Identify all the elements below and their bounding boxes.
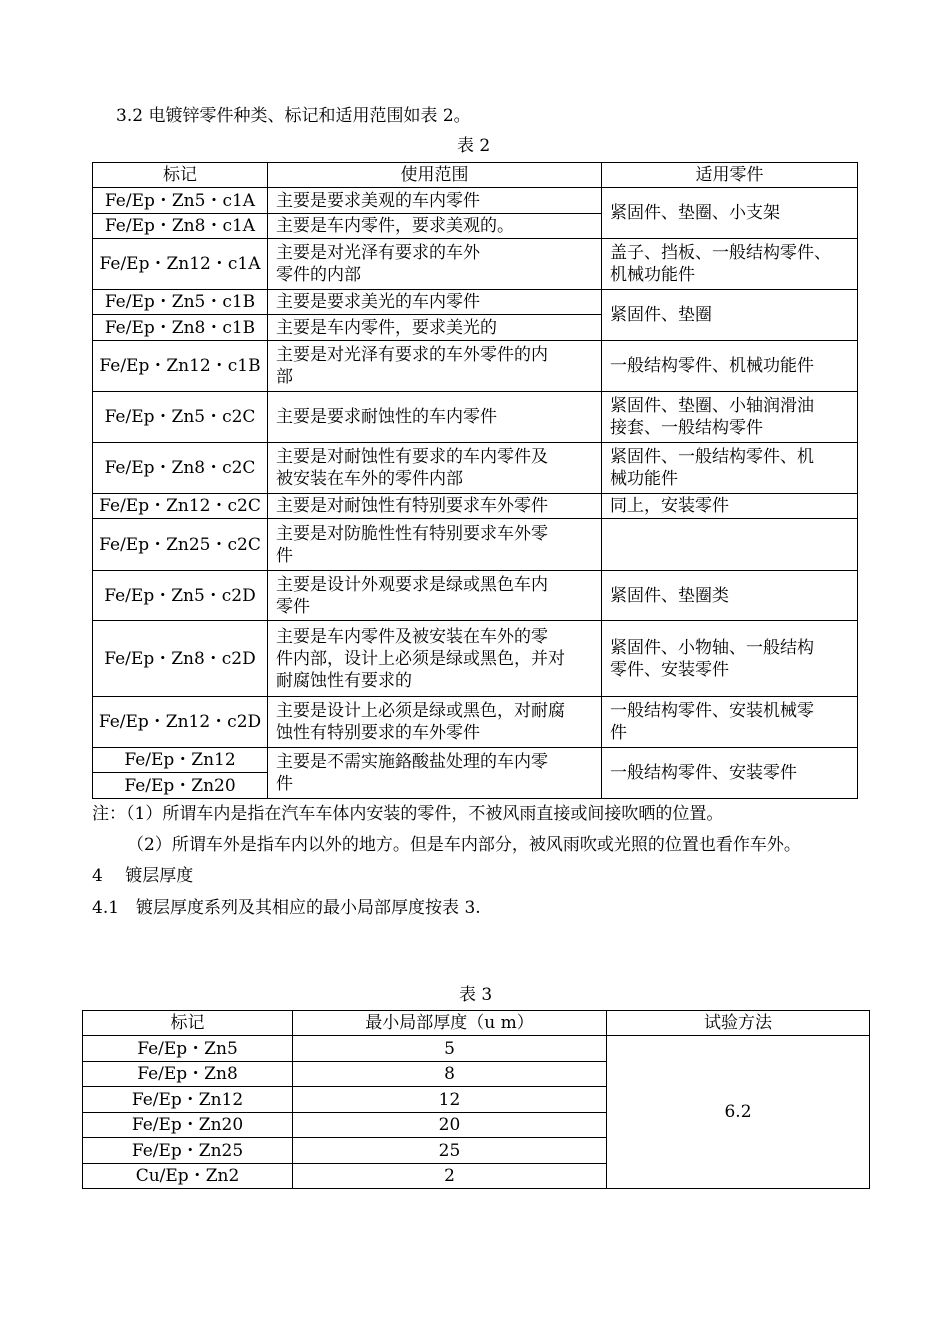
parts-cell: 一般结构零件、机械功能件 bbox=[602, 341, 858, 392]
mark-cell: Fe/Ep・Zn5 bbox=[83, 1036, 293, 1062]
section-heading-3-2: 3.2 电镀锌零件种类、标记和适用范围如表 2。 bbox=[116, 106, 471, 126]
mark-cell: Fe/Ep・Zn20 bbox=[83, 1113, 293, 1138]
mark-cell: Fe/Ep・Zn5・c1A bbox=[93, 188, 268, 214]
thickness-cell: 8 bbox=[293, 1062, 607, 1087]
table2-caption: 表 2 bbox=[457, 136, 491, 156]
table-row bbox=[93, 290, 858, 315]
table-row bbox=[93, 621, 858, 697]
mark-cell: Fe/Ep・Zn12 bbox=[83, 1087, 293, 1113]
table-row bbox=[93, 494, 858, 519]
parts-cell: 同上，安装零件 bbox=[602, 494, 858, 519]
note-2: （2）所谓车外是指车内以外的地方。但是车内部分，被风雨吹或光照的位置也看作车外。 bbox=[127, 835, 801, 855]
parts-cell: 紧固件、小物轴、一般结构 零件、安装零件 bbox=[602, 621, 858, 697]
mark-cell: Fe/Ep・Zn12・c2D bbox=[93, 697, 268, 748]
mark-cell: Fe/Ep・Zn5・c2C bbox=[93, 392, 268, 443]
parts-cell: 紧固件、垫圈、小支架 bbox=[602, 188, 858, 239]
table-row bbox=[93, 392, 858, 443]
parts-cell: 盖子、挡板、一般结构零件、 机械功能件 bbox=[602, 239, 858, 290]
mark-cell: Fe/Ep・Zn25・c2C bbox=[93, 519, 268, 571]
thickness-cell: 5 bbox=[293, 1036, 607, 1062]
parts-cell: 紧固件、垫圈类 bbox=[602, 571, 858, 621]
scope-cell: 主要是车内零件及被安装在车外的零 件内部，设计上必须是绿或黑色，并对 耐腐蚀性有要求的 bbox=[268, 621, 602, 697]
scope-cell: 主要是要求耐蚀性的车内零件 bbox=[268, 392, 602, 443]
note-1: 注：（1）所谓车内是指在汽车车体内安装的零件，不被风雨直接或间接吹晒的位置。 bbox=[92, 804, 724, 824]
mark-cell: Fe/Ep・Zn8 bbox=[83, 1062, 293, 1087]
table2-header-parts: 适用零件 bbox=[602, 163, 858, 188]
table2-header-mark: 标记 bbox=[93, 163, 268, 188]
table3-header-row bbox=[83, 1011, 870, 1036]
scope-cell: 主要是要求美观的车内零件 bbox=[268, 188, 602, 214]
table-row bbox=[93, 188, 858, 214]
mark-cell: Fe/Ep・Zn8・c2D bbox=[93, 621, 268, 697]
mark-cell: Fe/Ep・Zn12 bbox=[93, 748, 268, 773]
table-row bbox=[93, 748, 858, 773]
parts-cell: 紧固件、垫圈 bbox=[602, 290, 858, 341]
parts-cell: 紧固件、一般结构零件、机 械功能件 bbox=[602, 443, 858, 494]
table-row bbox=[93, 519, 858, 571]
scope-cell: 主要是设计上必须是绿或黑色，对耐腐 蚀性有特别要求的车外零件 bbox=[268, 697, 602, 748]
scope-cell: 主要是对耐蚀性有特别要求车外零件 bbox=[268, 494, 602, 519]
thickness-cell: 25 bbox=[293, 1138, 607, 1164]
scope-cell: 主要是对光泽有要求的车外零件的内 部 bbox=[268, 341, 602, 392]
scope-cell: 主要是对耐蚀性有要求的车内零件及 被安装在车外的零件内部 bbox=[268, 443, 602, 494]
scope-cell: 主要是车内零件，要求美光的 bbox=[268, 315, 602, 341]
table-row bbox=[93, 239, 858, 290]
thickness-cell: 20 bbox=[293, 1113, 607, 1138]
thickness-cell: 12 bbox=[293, 1087, 607, 1113]
scope-cell: 主要是不需实施鉻酸盐处理的车内零 件 bbox=[268, 748, 602, 799]
mark-cell: Fe/Ep・Zn5・c1B bbox=[93, 290, 268, 315]
scope-cell: 主要是设计外观要求是绿或黑色车内 零件 bbox=[268, 571, 602, 621]
parts-cell: 一般结构零件、安装机械零 件 bbox=[602, 697, 858, 748]
table3 bbox=[82, 1010, 870, 1189]
table2-header-row bbox=[93, 163, 858, 188]
table3-header-mark: 标记 bbox=[83, 1011, 293, 1036]
table-row bbox=[93, 341, 858, 392]
section-heading-4: 4 镀层厚度 bbox=[92, 866, 194, 886]
scope-cell: 主要是对光泽有要求的车外 零件的内部 bbox=[268, 239, 602, 290]
mark-cell: Cu/Ep・Zn2 bbox=[83, 1164, 293, 1189]
mark-cell: Fe/Ep・Zn25 bbox=[83, 1138, 293, 1164]
scope-cell: 主要是要求美光的车内零件 bbox=[268, 290, 602, 315]
parts-cell bbox=[602, 519, 858, 571]
table3-header-thickness: 最小局部厚度（u m） bbox=[293, 1011, 607, 1036]
mark-cell: Fe/Ep・Zn8・c2C bbox=[93, 443, 268, 494]
table2-header-scope: 使用范围 bbox=[268, 163, 602, 188]
thickness-cell: 2 bbox=[293, 1164, 607, 1189]
table-row bbox=[93, 697, 858, 748]
mark-cell: Fe/Ep・Zn8・c1B bbox=[93, 315, 268, 341]
table3-caption: 表 3 bbox=[459, 985, 493, 1005]
parts-cell: 一般结构零件、安装零件 bbox=[602, 748, 858, 799]
mark-cell: Fe/Ep・Zn12・c1A bbox=[93, 239, 268, 290]
mark-cell: Fe/Ep・Zn12・c2C bbox=[93, 494, 268, 519]
parts-cell: 紧固件、垫圈、小轴润滑油 接套、一般结构零件 bbox=[602, 392, 858, 443]
mark-cell: Fe/Ep・Zn12・c1B bbox=[93, 341, 268, 392]
mark-cell: Fe/Ep・Zn5・c2D bbox=[93, 571, 268, 621]
scope-cell: 主要是车内零件，要求美观的。 bbox=[268, 214, 602, 239]
table-row bbox=[93, 571, 858, 621]
table-row bbox=[93, 443, 858, 494]
scope-cell: 主要是对防脆性性有特别要求车外零 件 bbox=[268, 519, 602, 571]
mark-cell: Fe/Ep・Zn20 bbox=[93, 773, 268, 799]
table-row bbox=[83, 1036, 870, 1062]
mark-cell: Fe/Ep・Zn8・c1A bbox=[93, 214, 268, 239]
table3-header-method: 试验方法 bbox=[607, 1011, 870, 1036]
test-method-cell: 6.2 bbox=[607, 1036, 870, 1189]
section-heading-4-1: 4.1 镀层厚度系列及其相应的最小局部厚度按表 3. bbox=[92, 898, 481, 918]
table2 bbox=[92, 162, 858, 799]
